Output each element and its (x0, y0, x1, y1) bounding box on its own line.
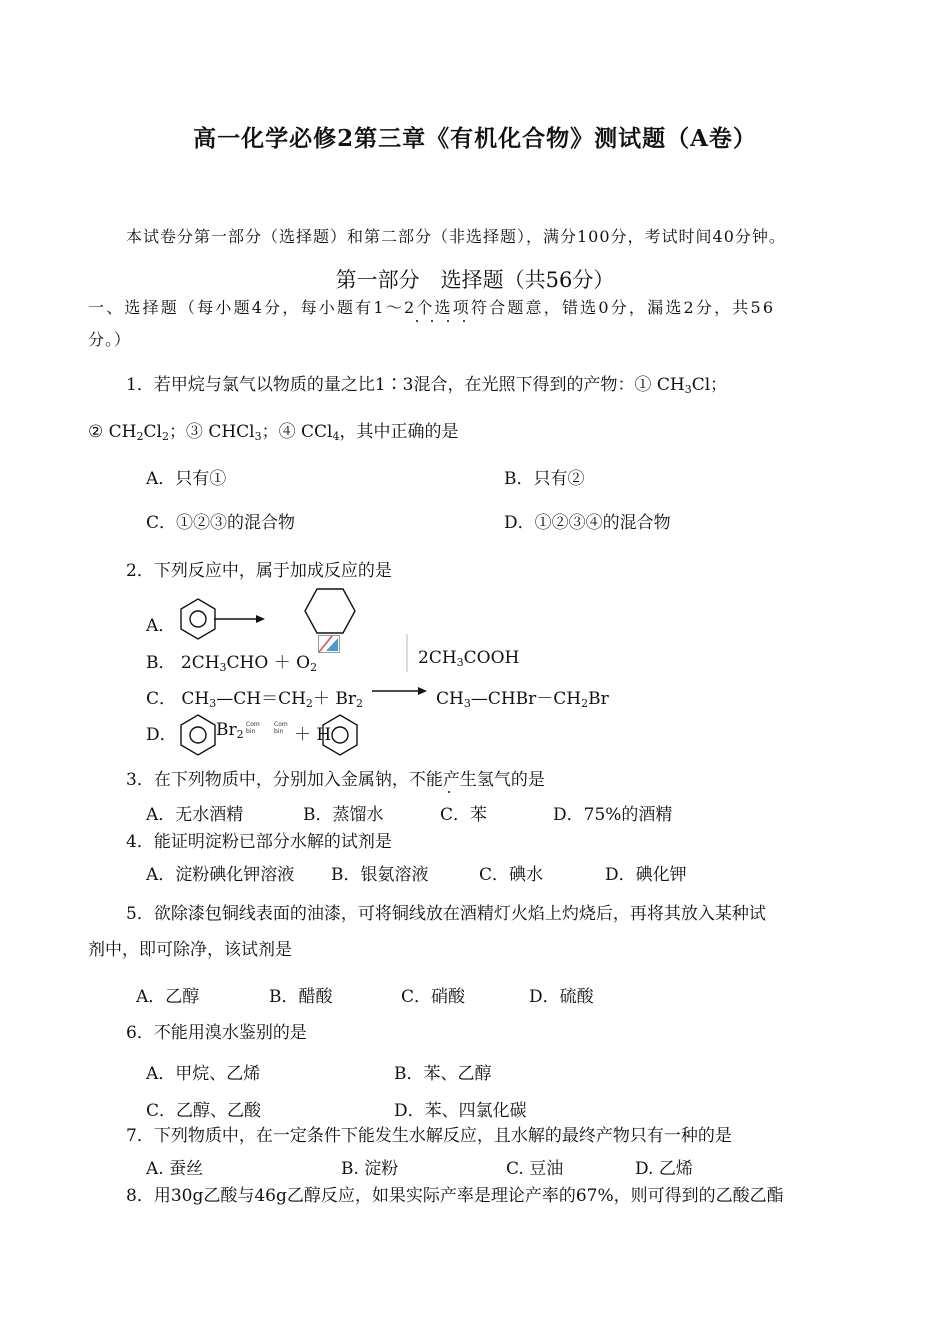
q5-option-d: D．硫酸 (529, 987, 594, 1007)
divider-line (406, 634, 408, 672)
q4-option-a: A．淀粉碘化钾溶液 (146, 865, 295, 885)
q2-option-b-product: $2CH_3COOH$ (418, 648, 520, 669)
reaction-arrow-icon (372, 686, 428, 696)
q4-option-c: C．碘水 (479, 865, 544, 885)
q2-option-c-product: $CH_3—CHBr-CH_2Br$ (436, 689, 609, 710)
q2-option-d-label: D． (146, 725, 177, 745)
q5-option-c: C．硝酸 (401, 987, 466, 1007)
q1-option-a: A．只有① (146, 469, 227, 489)
benzene-ring-icon (322, 714, 358, 756)
question-6-stem: 6．不能用溴水鉴别的是 (126, 1023, 307, 1043)
q4-option-d: D．碘化钾 (605, 865, 687, 885)
instructions-line2: 分。） (88, 330, 132, 349)
emphasis-dot (416, 320, 418, 322)
q1-option-b: B．只有② (504, 469, 585, 489)
q1-option-d: D．①②③④的混合物 (504, 513, 671, 533)
q2-option-d-reagent: $Br_2$ (216, 720, 244, 741)
question-5-line1: 5．欲除漆包铜线表面的油漆，可将铜线放在酒精灯火焰上灼烧后，再将其放入某种试 (126, 904, 766, 924)
emphasis-dot (463, 320, 465, 322)
intro-text: 本试卷分第一部分（选择题）和第二部分（非选择题），满分100分，考试时间40分钟。 (126, 227, 786, 246)
question-1-line1: 1．若甲烷与氯气以物质的量之比1∶3混合，在光照下得到的产物：① $CH_3Cl$； (126, 375, 728, 396)
question-4-stem: 4．能证明淀粉已部分水解的试剂是 (126, 832, 392, 852)
q7-option-c: C. 豆油 (506, 1159, 564, 1179)
q7-option-b: B. 淀粉 (341, 1159, 399, 1179)
q2-option-c: C． $CH_3—CH=CH_2+ Br_2$ (146, 689, 363, 710)
section-heading: 第一部分 选择题（共56分） (335, 268, 615, 292)
question-3-stem: 3．在下列物质中，分别加入金属钠，不能产生氢气的是 (126, 770, 545, 790)
q6-option-a: A．甲烷、乙烯 (146, 1064, 261, 1084)
q7-option-a: A. 蚕丝 (146, 1159, 204, 1179)
q1-option-c: C．①②③的混合物 (146, 513, 296, 533)
q4-option-b: B．银氨溶液 (331, 865, 429, 885)
page-title: 高一化学必修2第三章《有机化合物》测试题（A卷） (193, 125, 757, 152)
q2-option-d-product: ＋ H (294, 725, 332, 745)
q7-option-d: D. 乙烯 (635, 1159, 693, 1179)
q6-option-b: B．苯、乙醇 (394, 1064, 492, 1084)
question-7-stem: 7．下列物质中，在一定条件下能发生水解反应，且水解的最终产物只有一种的是 (126, 1126, 732, 1146)
question-2-stem: 2．下列反应中，属于加成反应的是 (126, 561, 392, 581)
emphasis-dot (431, 320, 433, 322)
emphasis-dot (447, 320, 449, 322)
emphasis-dot (448, 791, 450, 793)
placeholder-text: Com bin (246, 721, 260, 735)
placeholder-text: Com bin (274, 721, 288, 735)
q5-option-a: A．乙醇 (136, 987, 200, 1007)
q6-option-c: C．乙醇、乙酸 (146, 1101, 262, 1121)
q3-option-b: B．蒸馏水 (303, 805, 384, 825)
benzene-ring-icon (180, 714, 216, 756)
q3-option-a: A．无水酒精 (146, 805, 244, 825)
benzene-ring-icon (180, 598, 216, 640)
q3-option-c: C．苯 (440, 805, 488, 825)
question-5-line2: 剂中，即可除净，该试剂是 (88, 940, 292, 960)
q3-option-d: D．75%的酒精 (553, 805, 673, 825)
q2-option-b: B． $2CH_3CHO + O_2$ (146, 653, 318, 674)
instructions-line1: 一、选择题（每小题4分，每小题有1～2个选项符合题意，错选0分，漏选2分，共56 (88, 298, 776, 317)
cyclohexane-ring-icon (304, 588, 356, 634)
q5-option-b: B．醋酸 (269, 987, 333, 1007)
broken-image-icon (318, 635, 340, 653)
reaction-arrow-icon (214, 614, 266, 624)
q2-option-a-label: A． (146, 616, 176, 636)
question-8-stem: 8．用30g乙酸与46g乙醇反应，如果实际产率是理论产率的67%，则可得到的乙酸乙酯 (126, 1186, 784, 1206)
q6-option-d: D．苯、四氯化碳 (394, 1101, 527, 1121)
question-1-line2: ② $CH_2Cl_2$；③ CHCl$_3$；④ CCl$_4$，其中正确的是 (88, 422, 459, 443)
